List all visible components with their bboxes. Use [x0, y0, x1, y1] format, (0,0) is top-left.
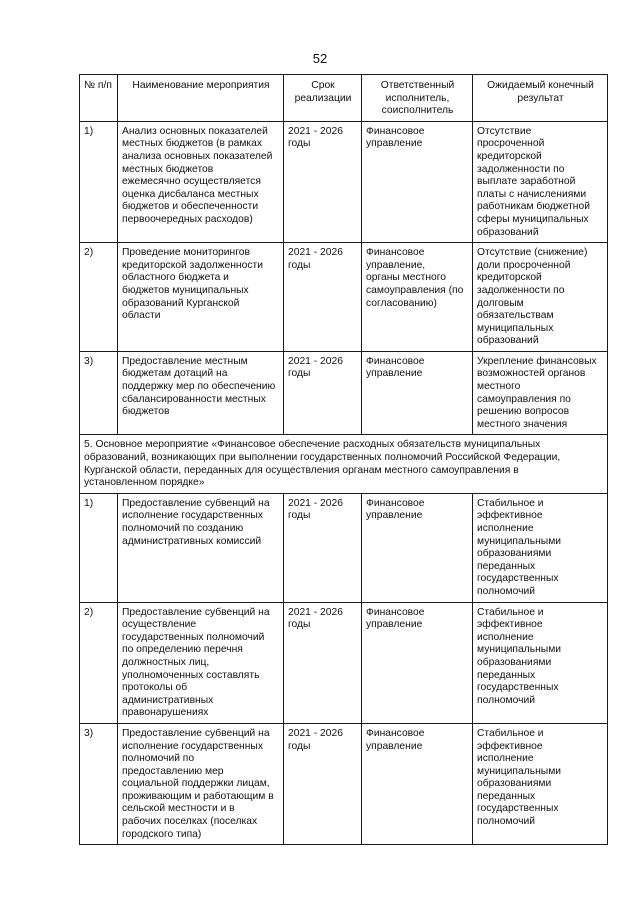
row-responsible: Финансовое управление	[362, 493, 473, 602]
row-num: 2)	[80, 602, 118, 723]
row-term: 2021 - 2026 годы	[284, 493, 362, 602]
table-header-row	[80, 75, 608, 122]
row-name: Предоставление субвенций на исполнение государственных полномочий по предоставлению мер социальной поддержки лицам, проживающим и работающим в сельской местности и в рабочих поселках (поселках городского типа)	[118, 723, 284, 844]
row-term: 2021 - 2026 годы	[284, 351, 362, 435]
row-responsible: Финансовое управление	[362, 121, 473, 242]
row-num: 3)	[80, 351, 118, 435]
section-title: 5. Основное мероприятие «Финансовое обеспечение расходных обязательств муниципальных образований, возникающих при выполнении государственных полномочий Российской Федерации, Курганской области, переданных для осуществления органам местного самоуправления в установленном порядке»	[80, 435, 608, 493]
row-name: Проведение мониторингов кредиторской задолженности областного бюджета и бюджетов муниципальных образований Курганской области	[118, 243, 284, 352]
table-row	[80, 351, 608, 435]
row-responsible: Финансовое управление	[362, 351, 473, 435]
row-responsible: Финансовое управление, органы местного самоуправления (по согласованию)	[362, 243, 473, 352]
row-num: 2)	[80, 243, 118, 352]
row-name: Предоставление местным бюджетам дотаций на поддержку мер по обеспечению сбалансированности местных бюджетов	[118, 351, 284, 435]
row-num: 1)	[80, 493, 118, 602]
table-row	[80, 243, 608, 352]
row-responsible: Финансовое управление	[362, 723, 473, 844]
row-result: Укрепление финансовых возможностей органов местного самоуправления по решению вопросов местного значения	[473, 351, 608, 435]
row-term: 2021 - 2026 годы	[284, 723, 362, 844]
row-name: Предоставление субвенций на исполнение государственных полномочий по созданию административных комиссий	[118, 493, 284, 602]
header-term: Срок реализации	[284, 75, 362, 122]
row-result: Отсутствие (снижение) доли просроченной кредиторской задолженности по долговым обязательствам муниципальных образований	[473, 243, 608, 352]
header-name: Наименование мероприятия	[118, 75, 284, 122]
page-number: 52	[312, 51, 328, 66]
table-row	[80, 493, 608, 602]
header-responsible: Ответственный исполнитель, соисполнитель	[362, 75, 473, 122]
measures-table	[79, 74, 608, 845]
row-name: Анализ основных показателей местных бюджетов (в рамках анализа основных показателей местных бюджетов ежемесячно осуществляется оценка дисбаланса местных бюджетов и обеспеченности первоочередных расходов)	[118, 121, 284, 242]
row-term: 2021 - 2026 годы	[284, 121, 362, 242]
row-result: Стабильное и эффективное исполнение муниципальными образованиями переданных государственных полномочий	[473, 602, 608, 723]
row-responsible: Финансовое управление	[362, 602, 473, 723]
table-row	[80, 723, 608, 844]
section-row	[80, 435, 608, 493]
row-result: Отсутствие просроченной кредиторской задолженности по выплате заработной платы с начислениями работникам бюджетной сферы муниципальных образований	[473, 121, 608, 242]
header-num: № п/п	[80, 75, 118, 122]
row-num: 1)	[80, 121, 118, 242]
row-num: 3)	[80, 723, 118, 844]
row-name: Предоставление субвенций на осуществление государственных полномочий по определению перечня должностных лиц, уполномоченных составлять протоколы об административных правонарушениях	[118, 602, 284, 723]
row-result: Стабильное и эффективное исполнение муниципальными образованиями переданных государственных полномочий	[473, 493, 608, 602]
row-term: 2021 - 2026 годы	[284, 602, 362, 723]
table-row	[80, 602, 608, 723]
header-result: Ожидаемый конечный результат	[473, 75, 608, 122]
row-term: 2021 - 2026 годы	[284, 243, 362, 352]
table-row	[80, 121, 608, 242]
row-result: Стабильное и эффективное исполнение муниципальными образованиями переданных государственных полномочий	[473, 723, 608, 844]
